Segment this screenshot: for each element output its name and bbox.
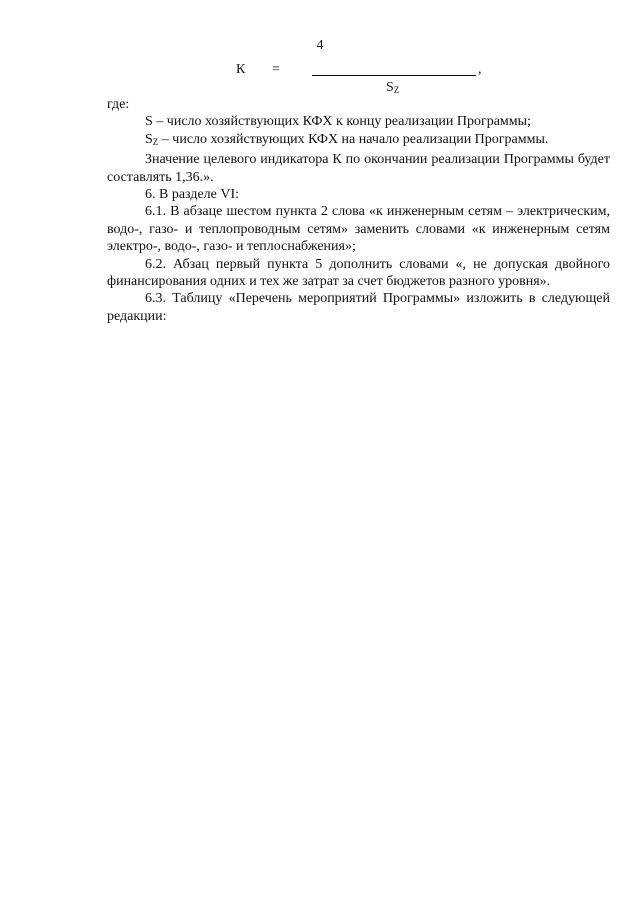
page-number: 4	[316, 38, 324, 53]
definition-s: S – число хозяйствующих КФХ к концу реализации Программы;	[145, 114, 531, 130]
denominator-sub: Z	[393, 85, 400, 95]
formula-lhs: К	[236, 62, 246, 77]
fraction-line	[312, 75, 476, 76]
target-value-paragraph: Значение целевого индикатора К по окончании реализации Программы будет составлять 1,36.».	[107, 152, 610, 185]
formula-comma: ,	[478, 62, 482, 77]
definition-sz	[107, 131, 610, 151]
item-6: 6. В разделе VI:	[145, 187, 240, 203]
where-label: где:	[107, 97, 130, 112]
formula-denominator	[386, 80, 399, 96]
item-6-2: 6.2. Абзац первый пункта 5 дополнить словами «, не допуская двойного финансирования одних и тех же затрат за счет бюджетов разного уровня».	[107, 256, 610, 290]
item-6-1: 6.1. В абзаце шестом пункта 2 слова «к инженерным сетям – электрическим, водо-, газо- и теплопроводным сетям» заменить словами «к инженерным сетям электро-, водо-, газо- и теплоснабжения»;	[107, 204, 610, 255]
sz-text: – число хозяйствующих КФХ на начало реализации Программы.	[158, 131, 549, 147]
sz-base: S	[145, 131, 153, 147]
denominator-base: S	[386, 80, 394, 95]
formula	[0, 62, 640, 98]
formula-equals: =	[272, 62, 280, 77]
sz-sub: Z	[152, 136, 159, 147]
item-6-3: 6.3. Таблицу «Перечень мероприятий Программы» изложить в следующей редакции:	[107, 291, 610, 324]
document-body	[107, 96, 610, 325]
